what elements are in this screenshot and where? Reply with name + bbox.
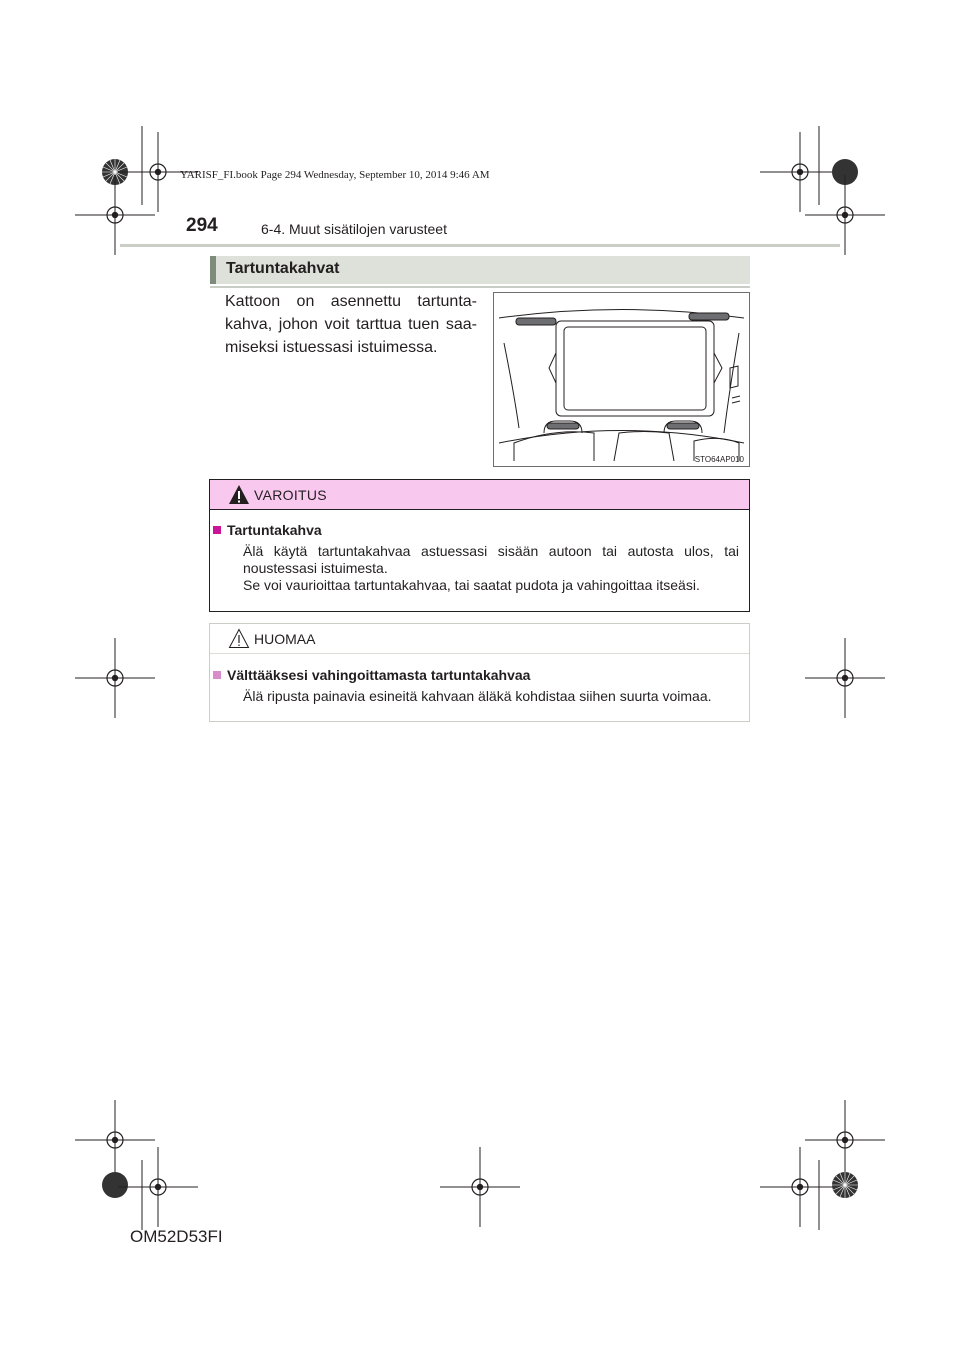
warning-line: Älä käytä tartuntakahvaa astuessasi sisään autoon tai autosta ulos, tai xyxy=(243,543,739,559)
warning-icon xyxy=(228,484,250,505)
intro-line: kahva, johon voit tarttua tuen saa- xyxy=(225,316,477,333)
grab-handle-illustration xyxy=(493,292,750,467)
warning-body xyxy=(243,543,739,594)
notice-label: HUOMAA xyxy=(254,631,316,647)
notice-line: Älä ripusta painavia esineitä kahvaan äläkä kohdistaa siihen suurta voimaa. xyxy=(243,688,712,704)
bullet-square-icon xyxy=(213,671,221,679)
notice-header xyxy=(210,624,749,654)
warning-item-title xyxy=(213,522,322,538)
footer-code: OM52D53FI xyxy=(130,1227,223,1246)
warning-box xyxy=(209,479,750,612)
warning-line: Se voi vaurioittaa tartuntakahvaa, tai saatat pudota ja vahingoittaa itseäsi. xyxy=(243,577,700,593)
section-header: 6-4. Muut sisätilojen varusteet xyxy=(261,221,447,237)
book-meta: YARISF_FI.book Page 294 Wednesday, September 10, 2014 9:46 AM xyxy=(180,169,490,181)
caution-icon xyxy=(228,628,250,649)
bullet-square-icon xyxy=(213,526,221,534)
section-title-underline xyxy=(210,286,750,288)
intro-line: Kattoon on asennettu tartunta- xyxy=(225,293,477,310)
section-title: Tartuntakahvat xyxy=(226,260,340,277)
notice-body xyxy=(243,688,743,705)
page-number: 294 xyxy=(186,215,218,236)
car-ceiling-illustration xyxy=(494,293,749,466)
notice-item-title-text: Välttääksesi vahingoittamasta tartuntakahvaa xyxy=(227,667,531,683)
warning-item-title-text: Tartuntakahva xyxy=(227,522,322,538)
notice-item-title xyxy=(213,667,530,683)
warning-line: noustessasi istuimesta. xyxy=(243,560,388,576)
notice-box xyxy=(209,623,750,722)
figure-code: STO64AP010 xyxy=(694,455,744,464)
warning-label: VAROITUS xyxy=(254,487,327,503)
warning-header xyxy=(210,480,749,510)
intro-text xyxy=(225,290,477,359)
header-rule xyxy=(120,244,840,247)
intro-line: miseksi istuessasi istuimessa. xyxy=(225,339,438,356)
section-title-bar xyxy=(210,256,750,284)
